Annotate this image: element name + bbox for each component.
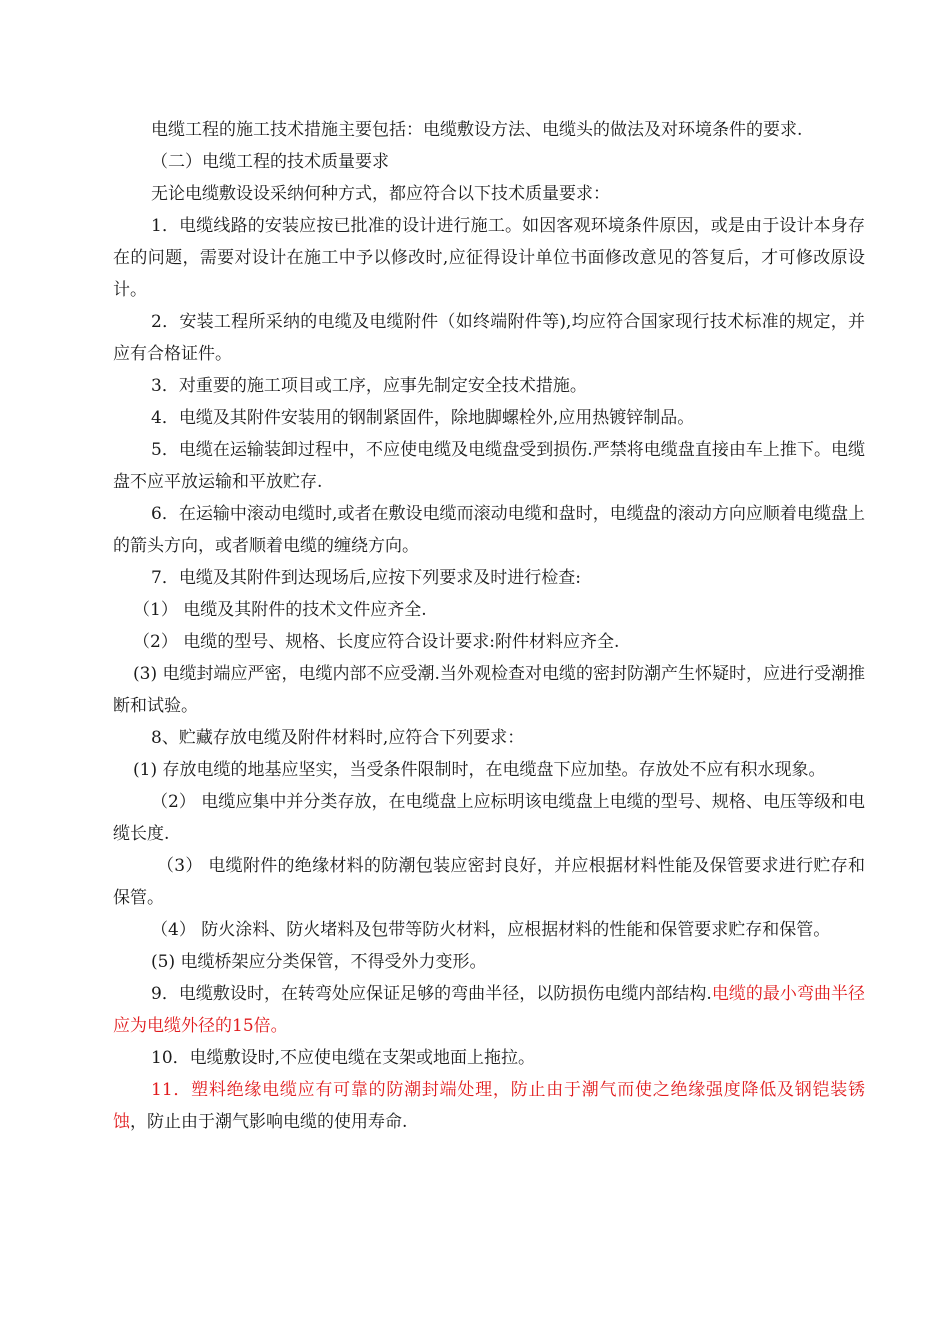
sub-item-8-3: （3） 电缆附件的绝缘材料的防潮包装应密封良好，并应根据材料性能及保管要求进行贮存和保管。: [113, 856, 865, 908]
document-body: [113, 114, 865, 1138]
sub-item-8-1: (1) 存放电缆的地基应坚实，当受条件限制时，在电缆盘下应加垫。存放处不应有积水现象。: [133, 760, 826, 780]
list-item-11-text: ，防止由于潮气影响电缆的使用寿命.: [130, 1112, 408, 1132]
list-item-3: 3．对重要的施工项目或工序，应事先制定安全技术措施。: [151, 376, 587, 396]
list-item-2: 2．安装工程所采纳的电缆及电缆附件（如终端附件等),均应符合国家现行技术标准的规定，并应有合格证件。: [113, 312, 865, 364]
list-item-11-highlight: 塑料绝缘电缆应有可靠的防潮封端处理，防止由于潮气而使之绝缘强度降低及钢铠装锈蚀: [113, 1080, 865, 1132]
sub-item-8-5: (5) 电缆桥架应分类保管，不得受外力变形。: [151, 952, 487, 972]
list-item-10: 10．电缆敷设时,不应使电缆在支架或地面上拖拉。: [151, 1048, 536, 1068]
list-item-4: 4．电缆及其附件安装用的钢制紧固件，除地脚螺栓外,应用热镀锌制品。: [151, 408, 695, 428]
list-item-9-highlight: 电缆的最小弯曲半径应为电缆外径的15倍。: [113, 984, 866, 1036]
list-item-1: 1．电缆线路的安装应按已批准的设计进行施工。如因客观环境条件原因，或是由于设计本身存在的问题，需要对设计在施工中予以修改时,应征得设计单位书面修改意见的答复后，才可修改原设计。: [113, 216, 865, 300]
list-item-7: 7．电缆及其附件到达现场后,应按下列要求及时进行检查:: [151, 568, 581, 588]
list-item-8: 8、贮藏存放电缆及附件材料时,应符合下列要求：: [151, 728, 525, 748]
sub-item-8-2: （2） 电缆应集中并分类存放，在电缆盘上应标明该电缆盘上电缆的型号、规格、电压等级和电缆长度.: [113, 792, 865, 844]
sub-item-8-4: （4） 防火涂料、防火堵料及包带等防火材料，应根据材料的性能和保管要求贮存和保管。: [151, 920, 831, 940]
lead-paragraph: 无论电缆敷设设采纳何种方式，都应符合以下技术质量要求：: [151, 184, 610, 204]
sub-item-7-1: （1） 电缆及其附件的技术文件应齐全.: [133, 600, 427, 620]
list-item-11-number: 11．: [151, 1080, 192, 1100]
section-heading: （二）电缆工程的技术质量要求: [151, 152, 389, 172]
intro-paragraph: 电缆工程的施工技术措施主要包括：电缆敷设方法、电缆头的做法及对环境条件的要求.: [151, 120, 803, 140]
sub-item-7-3: (3) 电缆封端应严密，电缆内部不应受潮.当外观检查对电缆的密封防潮产生怀疑时，应进行受潮推断和试验。: [113, 664, 865, 716]
list-item-5: 5．电缆在运输装卸过程中，不应使电缆及电缆盘受到损伤.严禁将电缆盘直接由车上推下。电缆盘不应平放运输和平放贮存.: [113, 440, 865, 492]
list-item-11: [113, 1074, 865, 1138]
list-item-6: 6．在运输中滚动电缆时,或者在敷设电缆而滚动电缆和盘时，电缆盘的滚动方向应顺着电缆盘上的箭头方向，或者顺着电缆的缠绕方向。: [113, 504, 865, 556]
list-item-9-text: 9．电缆敷设时，在转弯处应保证足够的弯曲半径，以防损伤电缆内部结构.: [151, 984, 712, 1004]
sub-item-7-2: （2） 电缆的型号、规格、长度应符合设计要求:附件材料应齐全.: [133, 632, 620, 652]
list-item-9: [113, 978, 865, 1042]
